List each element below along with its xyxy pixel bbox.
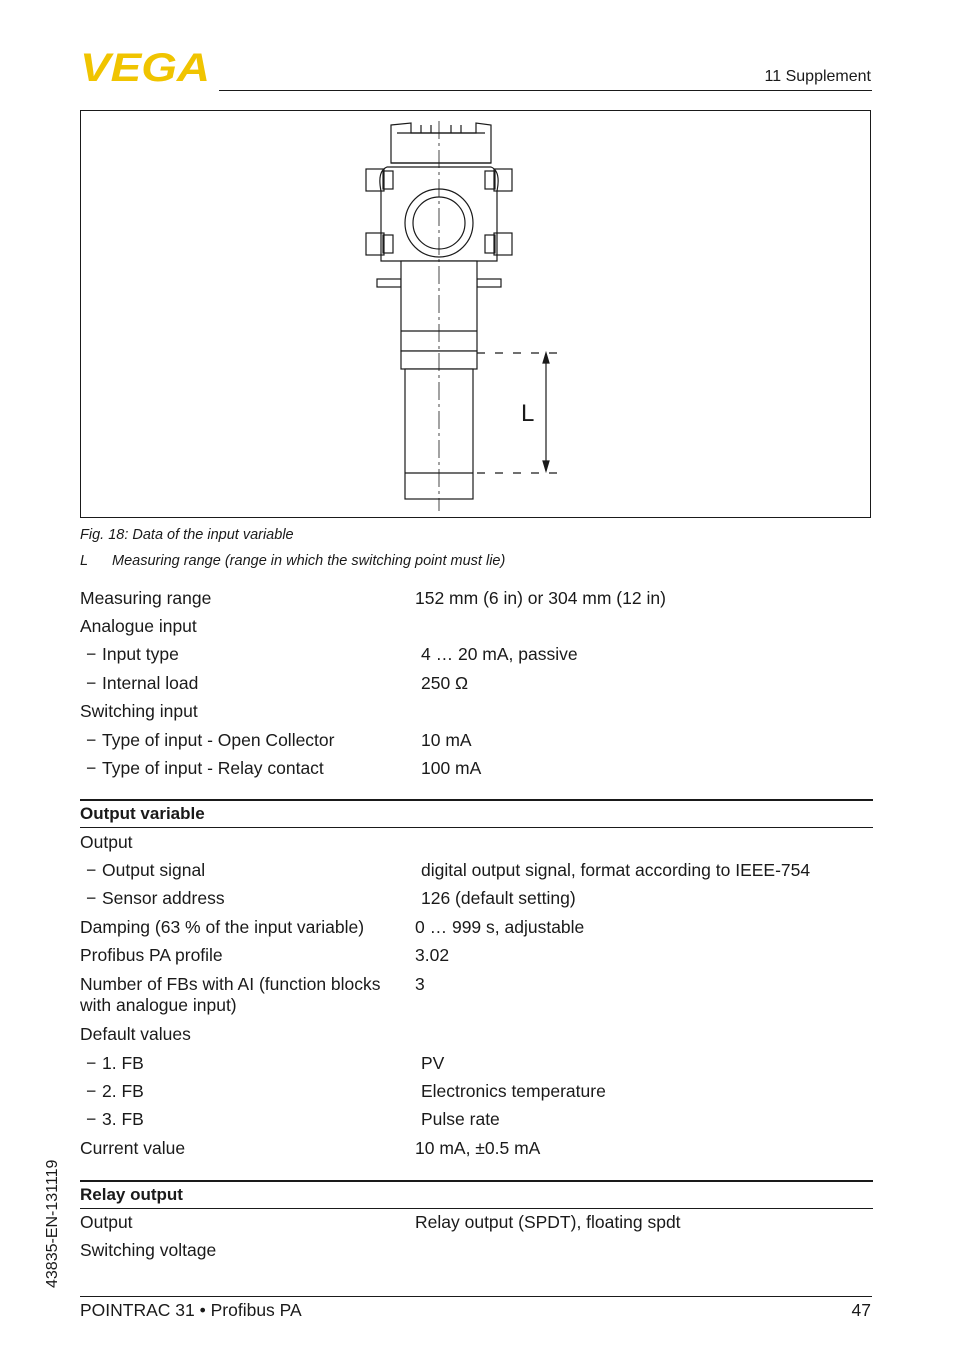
row-label: − 1. FB — [80, 1053, 421, 1074]
row-label: − 2. FB — [80, 1081, 421, 1102]
row-value: 250 Ω — [421, 672, 469, 693]
document-code: 43835-EN-131119 — [44, 1159, 61, 1288]
row-value — [415, 616, 873, 637]
table-row — [80, 1077, 873, 1105]
table-row — [80, 913, 873, 941]
table-row — [80, 726, 873, 754]
table-row — [80, 641, 873, 669]
legend-text: Measuring range (range in which the switching point must lie) — [112, 553, 506, 569]
table-row — [80, 754, 873, 782]
row-label: − Input type — [80, 644, 421, 665]
row-value — [415, 701, 873, 722]
row-label: − Output signal — [80, 860, 421, 881]
row-label: Profibus PA profile — [80, 945, 223, 966]
row-value: 100 mA — [421, 757, 482, 778]
row-value: Electronics temperature — [421, 1081, 606, 1101]
row-label: − 3. FB — [80, 1109, 421, 1130]
row-value: 10 mA, ±0.5 mA — [415, 1137, 541, 1158]
table-row — [80, 1106, 873, 1134]
header-divider — [219, 90, 872, 91]
table-row — [80, 856, 873, 884]
table-row — [80, 1208, 873, 1236]
output-data-table — [80, 828, 873, 1162]
row-label: Default values — [80, 1024, 191, 1045]
dimension-label: L — [521, 400, 535, 427]
figure-legend — [80, 553, 505, 569]
section-heading-relay — [80, 1180, 873, 1209]
section-title: Relay output — [80, 1185, 183, 1204]
logo-text: VEGA — [80, 50, 210, 84]
section-title: Output variable — [80, 804, 205, 823]
row-label: − Sensor address — [80, 888, 421, 909]
table-row — [80, 612, 873, 640]
row-value — [415, 832, 873, 853]
row-value: Relay output (SPDT), floating spdt — [415, 1211, 681, 1232]
row-value: 126 (default setting) — [421, 888, 576, 909]
table-row — [80, 698, 873, 726]
table-row — [80, 1021, 873, 1049]
footer-product: POINTRAC 31 • Profibus PA — [80, 1300, 302, 1320]
row-label: Output — [80, 831, 133, 852]
table-row — [80, 1134, 873, 1162]
row-value: 3 — [415, 973, 425, 994]
page-number: 47 — [851, 1300, 871, 1320]
table-row — [80, 1236, 873, 1264]
relay-data-table — [80, 1208, 873, 1265]
row-value: Pulse rate — [421, 1109, 500, 1130]
row-value — [415, 1024, 873, 1045]
row-label: Analogue input — [80, 616, 197, 637]
table-row — [80, 942, 873, 970]
row-label: Switching input — [80, 701, 198, 722]
row-value: 0 … 999 s, adjustable — [415, 916, 585, 937]
table-row — [80, 970, 873, 1021]
row-label: − Internal load — [80, 673, 421, 694]
figure-frame — [80, 110, 871, 518]
input-data-table — [80, 584, 873, 783]
row-label: Current value — [80, 1137, 186, 1158]
row-label: − Type of input - Open Collector — [80, 730, 421, 751]
figure-caption: Fig. 18: Data of the input variable — [80, 527, 294, 543]
row-value: PV — [421, 1052, 445, 1073]
section-heading-output — [80, 799, 873, 828]
row-value: 3.02 — [415, 945, 450, 966]
row-label: − Type of input - Relay contact — [80, 758, 421, 779]
table-row — [80, 669, 873, 697]
vega-logo — [80, 50, 212, 84]
row-value — [415, 1240, 873, 1261]
row-value: 10 mA — [421, 729, 472, 750]
legend-key: L — [80, 553, 89, 569]
row-value: digital output signal, format according to IEEE-754 — [421, 860, 811, 881]
table-row — [80, 828, 873, 856]
row-label: Measuring range — [80, 587, 212, 608]
footer-divider — [80, 1296, 872, 1297]
row-label: Output — [80, 1211, 133, 1232]
section-label: 11 Supplement — [764, 68, 871, 85]
row-label: Damping (63 % of the input variable) — [80, 916, 365, 937]
row-value: 4 … 20 mA, passive — [421, 644, 578, 665]
row-label: Number of FBs with AI (function blocks with analogue input) — [80, 973, 381, 1015]
table-row — [80, 885, 873, 913]
table-row — [80, 1049, 873, 1077]
table-row — [80, 584, 873, 612]
sensor-drawing — [81, 111, 872, 519]
row-value: 152 mm (6 in) or 304 mm (12 in) — [415, 587, 666, 608]
row-label: Switching voltage — [80, 1240, 217, 1261]
